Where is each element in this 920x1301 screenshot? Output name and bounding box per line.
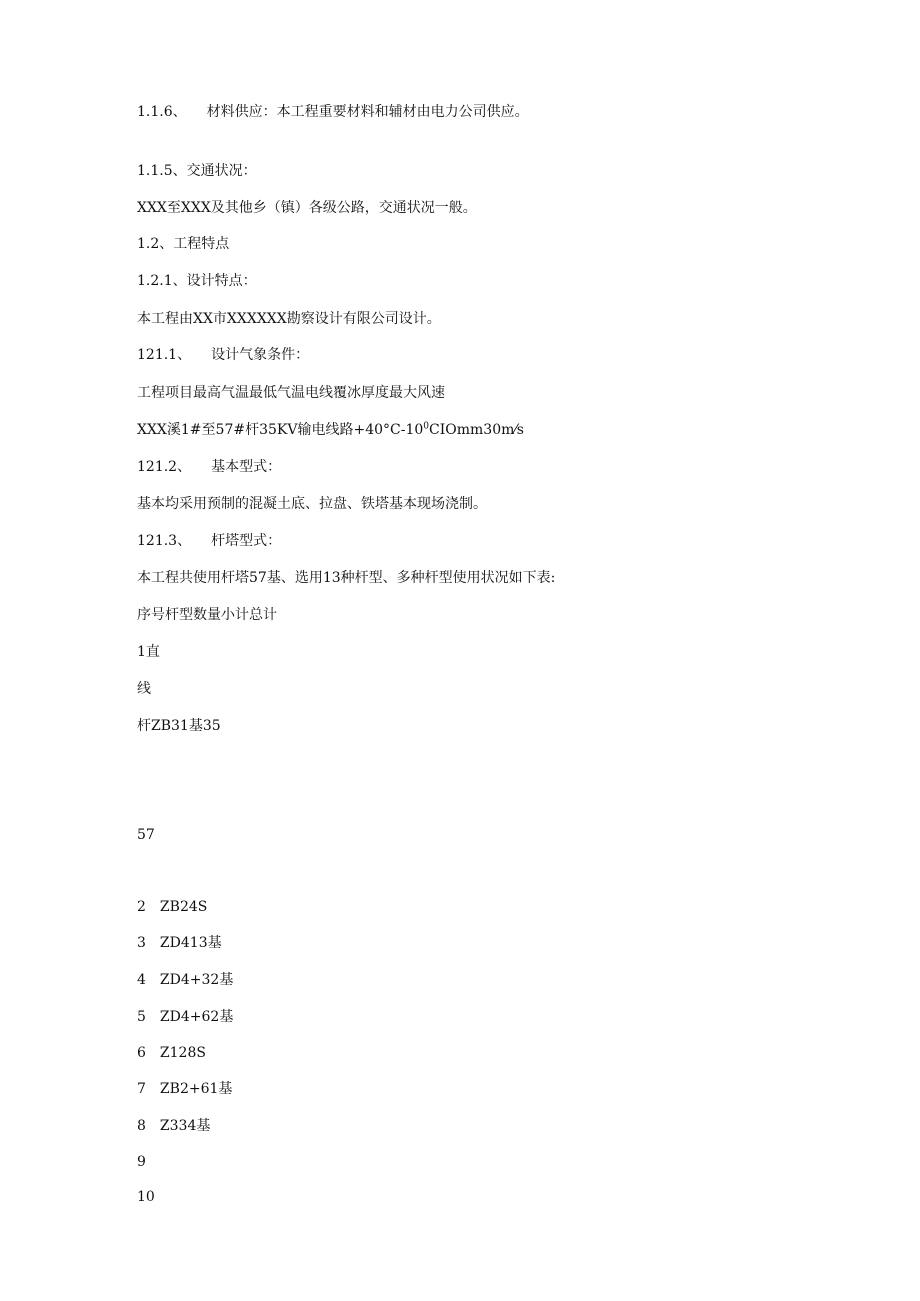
section-text: 设计气象条件： xyxy=(211,347,310,363)
table-row xyxy=(137,1044,206,1062)
row-number: 9 xyxy=(137,1154,146,1170)
table-row xyxy=(137,1117,210,1135)
table-row xyxy=(137,1008,233,1026)
row-text: ZD413基 xyxy=(159,935,222,951)
row-number: 5 xyxy=(137,1009,146,1025)
weather-row-sup: 0 xyxy=(423,421,430,432)
table-row xyxy=(137,971,233,989)
section-number: 1.1.6、 xyxy=(137,104,187,120)
table-row xyxy=(137,934,222,952)
row-number: 2 xyxy=(137,899,146,915)
weather-table-row xyxy=(137,421,524,439)
tower-table-header: 序号杆型数量小计总计 xyxy=(137,607,277,623)
row-number: 7 xyxy=(137,1081,146,1097)
tower-table-total: 57 xyxy=(137,827,155,843)
section-1-1-6 xyxy=(137,103,529,121)
row-text: ZB2+61基 xyxy=(159,1081,233,1097)
foundation-paragraph: 基本均采用预制的混凝土底、拉盘、铁塔基本现场浇制。 xyxy=(137,496,487,512)
section-text: 杆塔型式： xyxy=(211,533,282,549)
tower-table-cell: 1直 xyxy=(137,644,160,660)
section-number: 121.3、 xyxy=(137,533,192,549)
section-1-2-1-heading: 1.2.1、设计特点： xyxy=(137,273,257,289)
row-text: ZB24S xyxy=(159,899,208,915)
section-number: 121.1、 xyxy=(137,347,192,363)
section-121-3 xyxy=(137,532,281,550)
row-number: 4 xyxy=(137,972,146,988)
table-row xyxy=(137,1188,169,1206)
section-1-2-heading: 1.2、工程特点 xyxy=(137,236,230,252)
row-text: ZD4+62基 xyxy=(159,1009,234,1025)
row-number: 6 xyxy=(137,1045,146,1061)
tower-table-cell: 线 xyxy=(137,681,151,697)
section-121-2 xyxy=(137,458,281,476)
row-text: Z128S xyxy=(159,1045,206,1061)
section-1-1-5-heading: 1.1.5、交通状况： xyxy=(137,163,257,179)
section-text: 材料供应：本工程重要材料和辅材由电力公司供应。 xyxy=(206,104,529,120)
section-number: 121.2、 xyxy=(137,459,192,475)
row-text: ZD4+32基 xyxy=(159,972,234,988)
design-paragraph: 本工程由XX市XXXXXX勘察设计有限公司设计。 xyxy=(137,311,441,327)
weather-row-pre: XXX溪1#至57#杆35KV输电线路+40°C-10 xyxy=(137,422,424,438)
section-121-1 xyxy=(137,346,309,364)
row-number: 3 xyxy=(137,935,146,951)
weather-table-header: 工程项目最高气温最低气温电线覆冰厚度最大风速 xyxy=(137,385,445,401)
tower-table-cell: 杆ZB31基35 xyxy=(137,718,221,734)
table-row xyxy=(137,1080,232,1098)
section-text: 基本型式： xyxy=(211,459,282,475)
row-text: Z334基 xyxy=(159,1118,211,1134)
table-row xyxy=(137,1153,160,1171)
row-number: 8 xyxy=(137,1118,146,1134)
row-number: 10 xyxy=(137,1189,155,1205)
table-row xyxy=(137,898,207,916)
traffic-paragraph: XXX至XXX及其他乡（镇）各级公路，交通状况一般。 xyxy=(137,200,477,216)
weather-row-post: CIOmm30m⁄s xyxy=(429,422,524,438)
tower-paragraph: 本工程共使用杆塔57基、选用13种杆型、多种杆型使用状况如下表: xyxy=(137,570,556,586)
